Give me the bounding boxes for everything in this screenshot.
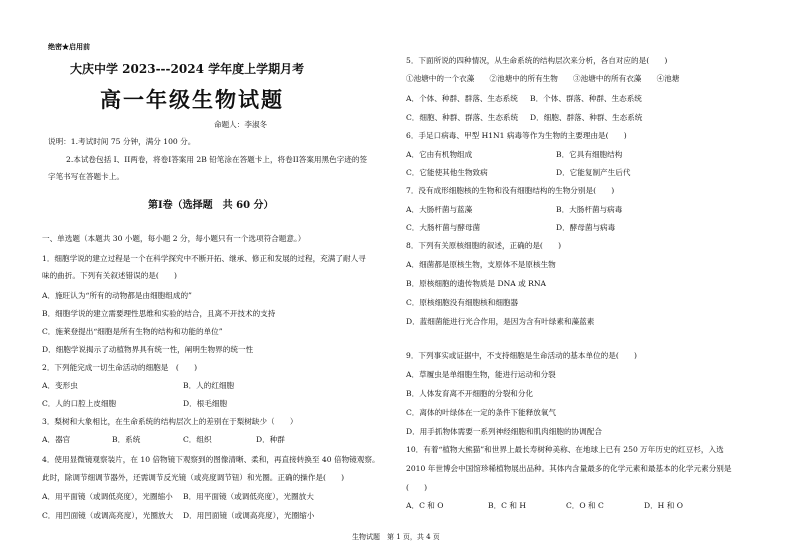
q4-option-a: A．用平面镜（或调低亮度），光圈缩小 xyxy=(42,492,173,501)
q10-option-a: A．C 和 O xyxy=(406,501,444,510)
q6-option-a: A．它由有机物组成 xyxy=(406,150,473,159)
q6-option-b: B．它具有细胞结构 xyxy=(556,150,623,159)
q6-option-d: D．它能复制产生后代 xyxy=(556,168,631,177)
part-heading: 一、单选题（本题共 30 小题，每小题 2 分，每小题只有一个选项符合题意。） xyxy=(42,234,306,243)
q5-items: ①池塘中的一个衣藻 ②池塘中的所有生物 ③池塘中的所有衣藻 ④池塘 xyxy=(406,74,680,83)
q4-stem: 4．使用显微镜观察装片，在 10 倍物镜下观察到的图像清晰、柔和，再直接转换至 40 倍物镜观察。 xyxy=(42,455,380,464)
q6-option-c: C．它能使其他生物致病 xyxy=(406,168,488,177)
q1-stem-cont: 味的曲折。下列有关叙述错误的是( ) xyxy=(42,271,178,280)
author: 命题人：李淑冬 xyxy=(214,120,268,129)
q7-option-a: A．大肠杆菌与蓝藻 xyxy=(406,205,473,214)
q4-option-c: C．用凹面镜（或调高亮度），光圈放大 xyxy=(42,511,174,520)
q8-stem: 8．下列有关原核细胞的叙述，正确的是( ) xyxy=(406,241,562,250)
q3-option-c: C．组织 xyxy=(183,435,212,444)
q6-stem: 6．手足口病毒、甲型 H1N1 病毒等作为生物的主要理由是( ) xyxy=(406,131,627,140)
q9-option-a: A．草履虫是单细胞生物，能进行运动和分裂 xyxy=(406,370,556,379)
q8-option-c: C．原核细胞没有细胞核和细胞器 xyxy=(406,298,519,307)
note-2-cont: 字笔书写在答题卡上。 xyxy=(48,172,124,181)
q2-option-b: B．人的红细胞 xyxy=(183,381,235,390)
q7-option-b: B．大肠杆菌与病毒 xyxy=(556,205,623,214)
q5-option-a: A．个体、种群、群落、生态系统 xyxy=(406,94,518,103)
q9-option-d: D．用手抓物体需要一系列神经细胞和肌肉细胞的协调配合 xyxy=(406,427,602,436)
q5-option-c: C．细胞、种群、群落、生态系统 xyxy=(406,113,519,122)
q1-option-d: D．细胞学说揭示了动植物界具有统一性，阐明生物界的统一性 xyxy=(42,345,254,354)
section-title: 第Ⅰ卷（选择题 共 60 分） xyxy=(148,200,274,211)
q8-option-b: B．原核细胞的遗传物质是 DNA 或 RNA xyxy=(406,279,547,288)
q10-stem-cont: 2010 年世博会中国馆珍稀植物展出品种。其体内含量最多的化学元素和最基本的化学元素分别是 xyxy=(406,464,732,473)
q2-option-c: C．人的口腔上皮细胞 xyxy=(42,399,117,408)
q2-stem: 2．下列能完成一切生命活动的细胞是 ( ) xyxy=(42,363,198,372)
q10-option-d: D．H 和 O xyxy=(644,501,683,510)
q5-stem: 5．下面所说的四种情况，从生命系统的结构层次来分析，各自对应的是( ) xyxy=(406,56,668,65)
q3-option-d: D．种群 xyxy=(256,435,285,444)
q10-option-b: B．C 和 H xyxy=(488,501,527,510)
secret-mark: 绝密★启用前 xyxy=(48,42,90,51)
note-1: 说明：1.考试时间 75 分钟，满分 100 分。 xyxy=(48,137,196,146)
q3-stem: 3．梨树和大象相比，在生命系统的结构层次上的差别在于梨树缺少（ ） xyxy=(42,417,298,426)
q1-option-b: B．细胞学说的建立需要理性思维和实验的结合，且离不开技术的支持 xyxy=(42,309,276,318)
page-title: 高一年级生物试题 xyxy=(100,87,284,112)
q7-option-c: C．大肠杆菌与酵母菌 xyxy=(406,223,481,232)
q3-option-b: B．系统 xyxy=(112,435,141,444)
q9-option-b: B．人体发育离不开细胞的分裂和分化 xyxy=(406,389,534,398)
q2-option-d: D．根毛细胞 xyxy=(183,399,228,408)
q2-option-a: A．变形虫 xyxy=(42,381,78,390)
q1-option-a: A．施旺认为“所有的动物都是由细胞组成的” xyxy=(42,291,192,300)
q5-option-d: D．细胞、群落、种群、生态系统 xyxy=(530,113,643,122)
q4-option-b: B．用平面镜（或调低亮度），光圈放大 xyxy=(183,492,314,501)
school-title: 大庆中学 2023---2024 学年度上学期月考 xyxy=(70,62,305,76)
q8-option-a: A．细菌都是原核生物，支原体不是原核生物 xyxy=(406,260,556,269)
note-2: 2.本试卷包括 I、II两卷，将卷I答案用 2B 铅笔涂在答题卡上，将卷II答案用黑色字迹的签 xyxy=(66,155,368,164)
q3-option-a: A．器官 xyxy=(42,435,71,444)
q9-stem: 9．下列事实或证据中，不支持细胞是生命活动的基本单位的是( ) xyxy=(406,351,637,360)
q10-option-c: C．O 和 C xyxy=(566,501,604,510)
q10-paren: ( ) xyxy=(406,483,428,492)
q5-option-b: B．个体、群落、种群、生态系统 xyxy=(530,94,642,103)
q7-option-d: D．酵母菌与病毒 xyxy=(556,223,616,232)
q4-option-d: D．用凹面镜（或调高亮度），光圈缩小 xyxy=(183,511,315,520)
page-footer: 生物试题 第 1 页，共 4 页 xyxy=(352,533,440,541)
q10-stem: 10．有着“植物大熊猫”和世界上最长寿树种美称、在地球上已有 250 万年历史的红豆杉，入选 xyxy=(406,445,724,454)
q8-option-d: D．蓝细菌能进行光合作用，是因为含有叶绿素和藻蓝素 xyxy=(406,317,595,326)
q1-option-c: C．施莱登提出“细胞是所有生物的结构和功能的单位” xyxy=(42,327,223,336)
q4-stem-cont: 此时，除调节细调节器外，还需调节反光镜（或亮度调节钮）和光圈。正确的操作是( ) xyxy=(42,473,345,482)
q9-option-c: C．离体的叶绿体在一定的条件下能释放氧气 xyxy=(406,408,557,417)
q7-stem: 7．没有成形细胞核的生物和没有细胞结构的生物分别是( ) xyxy=(406,186,615,195)
q1-stem: 1．细胞学说的建立过程是一个在科学探究中不断开拓、继承、修正和发展的过程，充满了耐人寻 xyxy=(42,254,366,263)
